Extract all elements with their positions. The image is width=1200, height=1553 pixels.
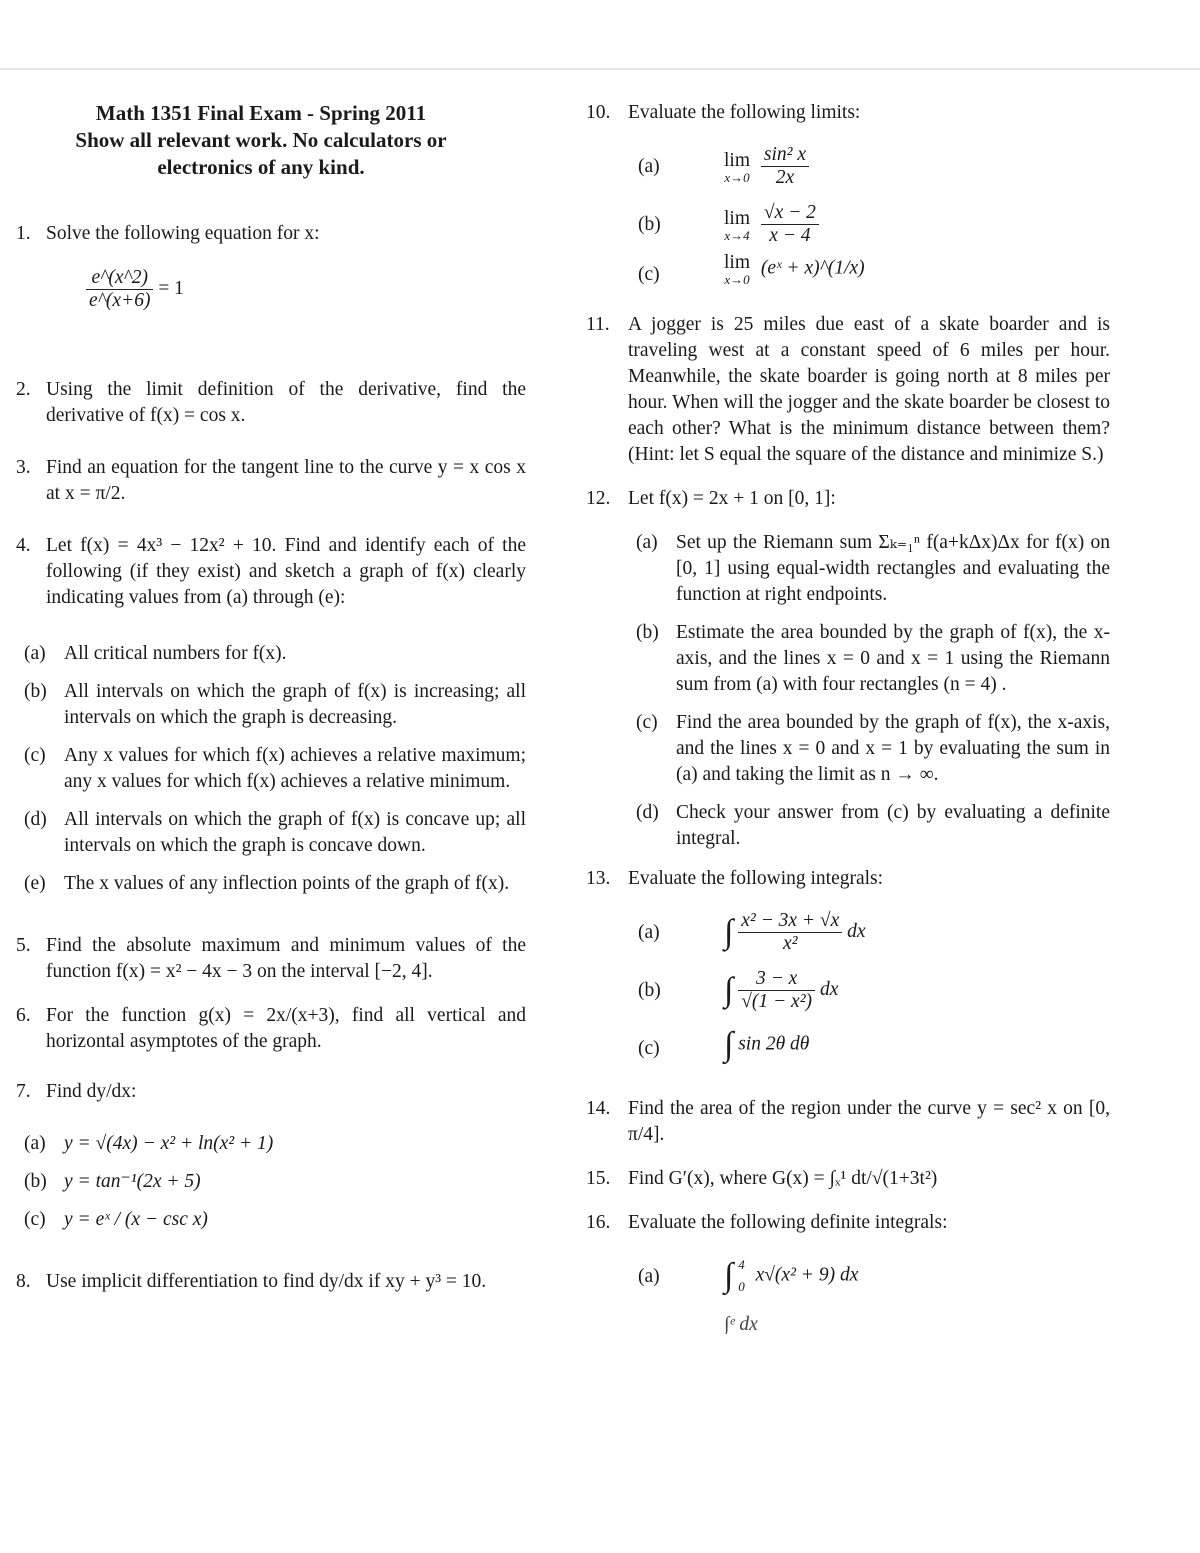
problem-16 [586, 1210, 1110, 1236]
lim-text: lim [724, 252, 751, 273]
problem-10-parts [586, 144, 1110, 302]
problem-number: 6. [16, 1005, 31, 1026]
part-label: (c) [24, 745, 46, 766]
definite-integral-a [586, 1254, 1110, 1314]
problem-text: Solve the following equation for x: [46, 223, 320, 244]
problem-number: 3. [16, 457, 31, 478]
limit-expression [724, 144, 809, 189]
part-label: (a) [638, 156, 660, 177]
problem-text: Evaluate the following definite integrals: [628, 1212, 948, 1233]
exam-title [16, 100, 506, 181]
integral-sign: ∫ [724, 1257, 734, 1294]
part-label: (a) [638, 922, 660, 943]
part-label: (c) [24, 1209, 46, 1230]
lim-text: lim [724, 149, 751, 171]
part-text: Set up the Riemann sum Σₖ₌₁ⁿ f(a+kΔx)Δx for f(x) on [0, 1] using equal-width rectangles and evaluating the function at right endpoints. [676, 532, 1110, 605]
differential: dx [819, 978, 839, 1000]
problem-text: For the function g(x) = 2x/(x+3), find all vertical and horizontal asymptotes of the graph. [46, 1005, 526, 1052]
part-a [636, 530, 1110, 608]
cutoff-text: ∫ᵉ dx [724, 1314, 758, 1334]
problem-number: 12. [586, 488, 611, 509]
limit-expression [724, 202, 819, 247]
problem-2 [16, 377, 526, 429]
problem-11 [586, 312, 1110, 468]
integral-c [586, 1026, 1110, 1084]
part-c [636, 710, 1110, 788]
part-label: (c) [636, 712, 658, 733]
left-column [16, 100, 526, 1313]
integral-b [586, 968, 1110, 1026]
part-d [636, 800, 1110, 852]
problem-4-parts [16, 641, 526, 897]
problem-number: 13. [586, 868, 611, 889]
lower-limit: 0 [738, 1279, 745, 1294]
part-text: All critical numbers for f(x). [64, 643, 287, 664]
part-label: (c) [638, 264, 660, 285]
problem-15 [586, 1166, 1110, 1192]
problem-13-parts [586, 910, 1110, 1084]
numerator: sin² x [761, 144, 809, 167]
lim-operator [724, 208, 750, 242]
problem-number: 7. [16, 1081, 31, 1102]
lim-text: lim [724, 207, 751, 229]
equation-fraction [86, 267, 153, 312]
problem-10 [586, 100, 1110, 126]
problem-text: Let f(x) = 4x³ − 12x² + 10. Find and identify each of the following (if they exist) and sketch a graph of f(x) clearly indicating values from (a) through (e): [46, 535, 526, 608]
denominator: √(1 − x²) [741, 991, 813, 1012]
problem-number: 5. [16, 935, 31, 956]
problem-text: Find an equation for the tangent line to the curve y = x cos x at x = π/2. [46, 457, 526, 504]
part-label: (c) [638, 1038, 660, 1059]
problem-number: 4. [16, 535, 31, 556]
part-a [24, 641, 526, 667]
problem-number: 10. [586, 102, 611, 123]
lim-under: x→0 [724, 169, 750, 185]
problem-5 [16, 933, 526, 985]
integrand: sin 2θ dθ [738, 1033, 810, 1055]
part-label: (a) [24, 1133, 46, 1154]
integral-limits [738, 1254, 745, 1298]
limit-b [586, 202, 1110, 252]
numerator: √x − 2 [761, 202, 819, 225]
problem-13 [586, 866, 1110, 892]
top-bar [0, 0, 1200, 70]
part-label: (d) [636, 802, 659, 823]
problem-12 [586, 486, 1110, 512]
integral-expression [724, 910, 866, 955]
integrand-fraction [738, 968, 815, 1013]
part-b [24, 1169, 526, 1195]
part-text: y = eˣ / (x − csc x) [64, 1209, 208, 1230]
part-b [24, 679, 526, 731]
part-b [636, 620, 1110, 698]
problem-number: 1. [16, 223, 31, 244]
problem-text: Find G′(x), where G(x) = ∫ₓ¹ dt/√(1+3t²) [628, 1168, 938, 1189]
part-label: (b) [24, 681, 47, 702]
part-label: (b) [638, 980, 661, 1001]
part-text: Find the area bounded by the graph of f(x), the x-axis, and the lines x = 0 and x = 1 by evaluating the sum in (a) and taking the limit as n → ∞. [676, 712, 1110, 785]
cutoff-next-integral [724, 1314, 1110, 1334]
numerator: x² − 3x + √x [738, 910, 842, 933]
part-label: (e) [24, 873, 46, 894]
part-text: All intervals on which the graph of f(x) is concave up; all intervals on which the graph is concave down. [64, 809, 526, 856]
part-c [24, 1207, 526, 1233]
part-label: (a) [24, 643, 46, 664]
upper-limit: 4 [738, 1257, 745, 1272]
part-c [24, 743, 526, 795]
limit-a [586, 144, 1110, 194]
part-label: (b) [636, 622, 659, 643]
definite-integral-expression [724, 1254, 858, 1298]
problem-3 [16, 455, 526, 507]
problem-number: 15. [586, 1168, 611, 1189]
lim-operator [724, 252, 750, 286]
limit-expression [724, 252, 865, 286]
title-line-1: Math 1351 Final Exam - Spring 2011 [95, 101, 427, 125]
problem-1-equation [86, 267, 526, 337]
problem-text: A jogger is 25 miles due east of a skate boarder and is traveling west at a constant speed of 6 miles per hour. Meanwhile, the skate boarder is going north at 8 miles per hour. When will the jogger and the skate boarder be closest to each other? What is the minimum distance between them? (Hint: let S equal the square of the distance and minimize S.) [628, 314, 1110, 465]
problem-number: 16. [586, 1212, 611, 1233]
integral-sign: ∫ [724, 913, 734, 951]
part-text: y = √(4x) − x² + ln(x² + 1) [64, 1133, 274, 1154]
problem-8 [16, 1269, 526, 1295]
problem-text: Evaluate the following integrals: [628, 868, 884, 889]
title-line-2: Show all relevant work. No calculators or [75, 128, 447, 152]
part-a [24, 1131, 526, 1157]
integrand-fraction [738, 910, 842, 955]
limit-c [586, 252, 1110, 302]
problem-text: Use implicit differentiation to find dy/dx if xy + y³ = 10. [46, 1271, 487, 1292]
problem-text: Find dy/dx: [46, 1081, 137, 1102]
equation-denominator: e^(x+6) [89, 290, 151, 311]
lim-under: x→0 [724, 272, 750, 287]
limit-fraction [761, 202, 819, 247]
problem-14 [586, 1096, 1110, 1148]
right-column [586, 100, 1110, 1334]
integral-sign: ∫ [724, 971, 734, 1009]
denominator: x − 4 [769, 225, 811, 246]
problem-1 [16, 221, 526, 247]
integrand: x√(x² + 9) dx [755, 1264, 859, 1286]
part-label: (b) [24, 1171, 47, 1192]
part-e [24, 871, 526, 897]
denominator: x² [782, 933, 798, 954]
problem-7 [16, 1079, 526, 1105]
equation-rhs: = 1 [158, 277, 184, 299]
part-label: (a) [636, 532, 658, 553]
limit-fraction [761, 144, 809, 189]
part-text: Any x values for which f(x) achieves a relative maximum; any x values for which f(x) achieves a relative minimum. [64, 745, 526, 792]
problem-6 [16, 1003, 526, 1055]
integral-expression [724, 968, 838, 1013]
part-label: (b) [638, 214, 661, 235]
part-text: The x values of any inflection points of the graph of f(x). [64, 873, 510, 894]
problem-number: 2. [16, 379, 31, 400]
problem-text: Let f(x) = 2x + 1 on [0, 1]: [628, 488, 836, 509]
problem-number: 8. [16, 1271, 31, 1292]
problem-7-parts [16, 1131, 526, 1233]
numerator: 3 − x [738, 968, 815, 991]
equation-numerator: e^(x^2) [86, 267, 153, 290]
integral-sign: ∫ [724, 1026, 734, 1063]
lim-under: x→4 [724, 227, 750, 243]
part-label: (d) [24, 809, 47, 830]
problem-text: Using the limit definition of the derivative, find the derivative of f(x) = cos x. [46, 379, 526, 426]
problem-4 [16, 533, 526, 611]
problem-text: Find the area of the region under the curve y = sec² x on [0, π/4]. [628, 1098, 1110, 1145]
problem-number: 11. [586, 314, 610, 335]
denominator: 2x [775, 167, 795, 188]
limit-body: (eˣ + x)^(1/x) [760, 257, 865, 279]
part-text: All intervals on which the graph of f(x) is increasing; all intervals on which the graph is decreasing. [64, 681, 526, 728]
problem-text: Evaluate the following limits: [628, 102, 861, 123]
problem-text: Find the absolute maximum and minimum values of the function f(x) = x² − 4x − 3 on the interval [−2, 4]. [46, 935, 526, 982]
part-d [24, 807, 526, 859]
lim-operator [724, 150, 750, 184]
integral-a [586, 910, 1110, 968]
differential: dx [847, 920, 866, 942]
title-line-3: electronics of any kind. [157, 155, 365, 179]
part-text: Estimate the area bounded by the graph of f(x), the x-axis, and the lines x = 0 and x = 1 using the Riemann sum from (a) with four rectangles (n = 4) . [676, 622, 1110, 695]
integral-expression [724, 1026, 809, 1064]
part-text: y = tan⁻¹(2x + 5) [64, 1171, 201, 1192]
problem-number: 14. [586, 1098, 611, 1119]
part-text: Check your answer from (c) by evaluating a definite integral. [676, 802, 1110, 849]
part-label: (a) [638, 1266, 660, 1287]
problem-12-parts [628, 530, 1110, 852]
